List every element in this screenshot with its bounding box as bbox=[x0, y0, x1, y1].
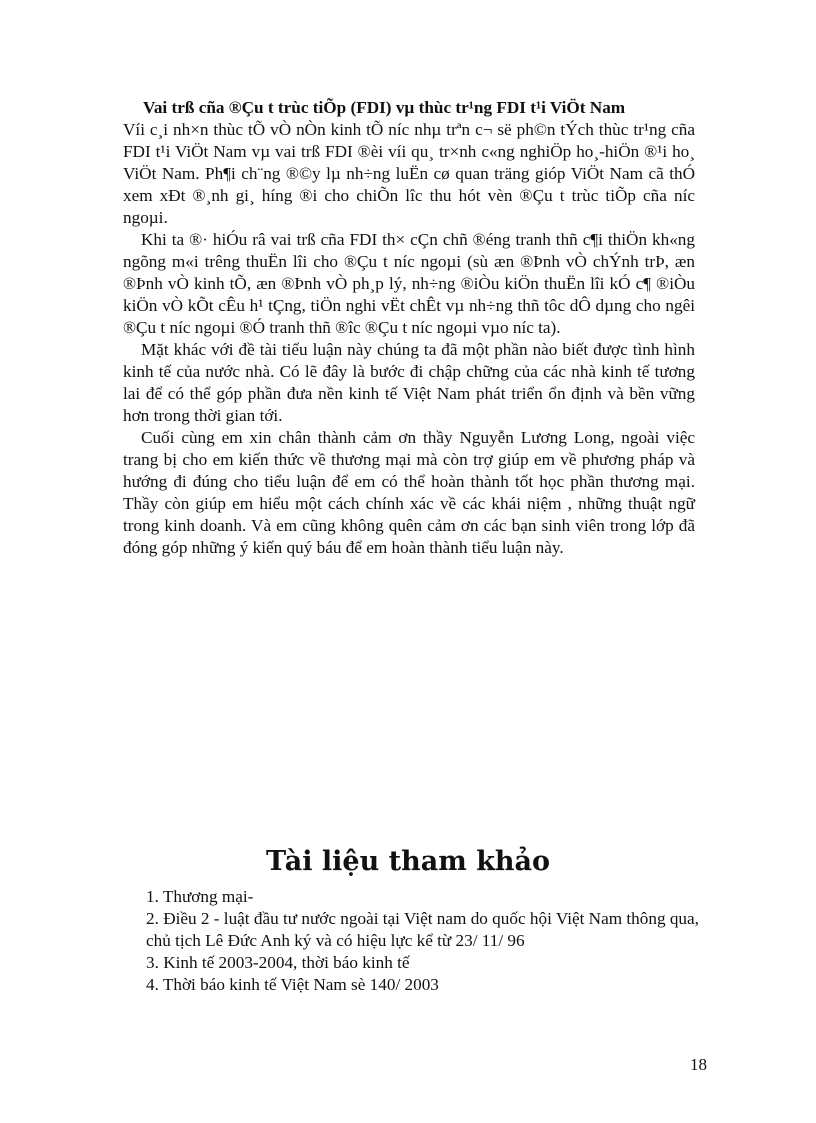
paragraph-1: Víi c¸i nh×n thùc tÕ vÒ nÒn kinh tÕ níc nhµ trªn c¬ së ph©n tÝch thùc tr¹ng cña FDI t¹i ViÖt Nam vµ vai trß FDI ®èi víi qu¸ tr×nh c«ng nghiÖp ho¸-hiÖn ®¹i ho¸ ViÖt Nam. Ph¶i ch¨ng ®©y lµ nh÷ng luËn cø quan träng gióp ViÖt Nam cã thÓ xem xÐt ®¸nh gi¸ híng ®i cho chiÕn lîc thu hót vèn ®Çu t trùc tiÕp cña níc ngoµi. bbox=[123, 120, 695, 227]
section-heading: Vai trß cña ®Çu t trùc tiÕp (FDI) vµ thùc tr¹ng FDI t¹i ViÖt Nam bbox=[143, 98, 626, 117]
references-list bbox=[146, 886, 706, 996]
paragraph-3: Mặt khác với đề tài tiểu luận này chúng ta đã một phần nào biết được tình hình kinh tế của nước nhà. Có lẽ đây là bước đi chập chững của các nhà kinh tế tương lai để có thể góp phần đưa nền kinh tế Việt Nam phát triển ổn định và bền vững hơn trong thời gian tới. bbox=[123, 340, 695, 425]
references-title: Tài liệu tham khảo bbox=[265, 846, 551, 877]
reference-item: 3. Kinh tế 2003-2004, thời báo kinh tế bbox=[146, 953, 410, 972]
reference-item: 2. Điều 2 - luật đầu tư nước ngoài tại Việt nam do quốc hội Việt Nam thông qua, chủ tịch Lê Đức Anh ký và có hiệu lực kể từ 23/ 11/ 96 bbox=[146, 909, 699, 950]
reference-item: 4. Thời báo kinh tế Việt Nam sè 140/ 2003 bbox=[146, 975, 439, 994]
body-text bbox=[123, 97, 695, 559]
reference-item: 1. Thương mại- bbox=[146, 887, 254, 906]
page-number: 18 bbox=[690, 1055, 707, 1074]
paragraph-4: Cuối cùng em xin chân thành cảm ơn thầy Nguyễn Lương Long, ngoài việc trang bị cho em kiến thức về thương mại mà còn trợ giúp em về phương pháp và hướng đi đúng cho tiểu luận để em có thể hoàn thành tốt học phần thương mại. Thầy còn giúp em hiểu một cách chính xác về các khái niệm , những thuật ngữ trong kinh doanh. Và em cũng không quên cảm ơn các bạn sinh viên trong lớp đã đóng góp những ý kiến quý báu để em hoàn thành tiểu luận này. bbox=[123, 428, 695, 557]
paragraph-2: Khi ta ®· hiÓu râ vai trß cña FDI th× cÇn chñ ®éng tranh thñ c¶i thiÖn kh«ng ngõng m«i trêng thuËn lîi cho ®Çu t níc ngoµi (sù æn ®Þnh vÒ chÝnh trÞ, æn ®Þnh vÒ kinh tÕ, æn ®Þnh vÒ ph¸p lý, nh÷ng ®iÒu kiÖn thuËn lîi kÓ c¶ ®iÒu kiÖn vÒ kÕt cÊu h¹ tÇng, tiÖn nghi vËt chÊt vµ nh÷ng thñ tôc dÔ dµng cho ngêi ®Çu t níc ngoµi ®Ó tranh thñ ®îc ®Çu t níc ngoµi vµo níc ta). bbox=[123, 230, 695, 337]
